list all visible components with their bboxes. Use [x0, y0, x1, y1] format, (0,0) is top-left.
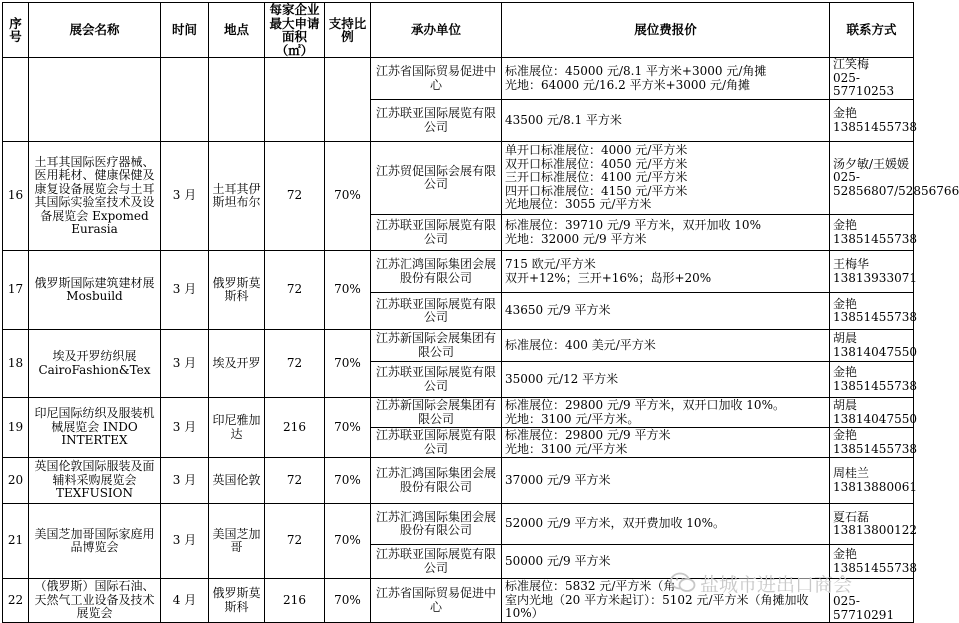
- cell-contact: 王梅华 13813933071: [830, 251, 914, 293]
- cell-place: 俄罗斯莫斯科: [209, 579, 265, 623]
- cell-organizer: 江苏联亚国际展览有限公司: [371, 362, 502, 398]
- cell-no: 20: [3, 458, 29, 504]
- cell-ratio: 70%: [325, 504, 371, 579]
- cell-fee: 标准展位：29800 元/9 平方米，双开口加收 10%。 光地：3100 元/平方米。: [502, 398, 830, 428]
- cell-contact: 金艳 13851455738: [830, 293, 914, 330]
- cell-contact: 周桂兰 13813880061: [830, 458, 914, 504]
- header-row: [3, 3, 914, 58]
- cell-contact: 江笑梅 025-57710253: [830, 58, 914, 100]
- cell-time: 3 月: [161, 251, 209, 330]
- cell-organizer: 江苏联亚国际展览有限公司: [371, 215, 502, 251]
- cell-fee: 标准展位：400 美元/平方米: [502, 330, 830, 362]
- cell-contact: 金艳 13851455738: [830, 362, 914, 398]
- cell-place: [209, 58, 265, 142]
- cell-area: 72: [265, 251, 325, 330]
- cell-no: 21: [3, 504, 29, 579]
- cell-ratio: 70%: [325, 579, 371, 623]
- table-row: [3, 458, 914, 504]
- cell-area: 72: [265, 504, 325, 579]
- cell-organizer: 江苏联亚国际展览有限公司: [371, 100, 502, 142]
- cell-organizer: 江苏汇鸿国际集团会展股份有限公司: [371, 458, 502, 504]
- cell-time: 3 月: [161, 330, 209, 398]
- cell-fee: 标准展位：5832 元/平方米（角 室内光地（20 平方米起订）：5102 元/平方米（角摊加收 10%）: [502, 579, 830, 623]
- header-time: 时间: [161, 3, 209, 58]
- cell-contact: 金艳 13851455738: [830, 100, 914, 142]
- cell-place: 俄罗斯莫斯科: [209, 251, 265, 330]
- header-organizer: 承办单位: [371, 3, 502, 58]
- cell-ratio: 70%: [325, 398, 371, 458]
- exhibition-fee-table: [2, 2, 959, 623]
- cell-organizer: 江苏贸促国际会展有限公司: [371, 142, 502, 215]
- cell-fee: 43500 元/8.1 平方米: [502, 100, 830, 142]
- header-fee: 展位费报价: [502, 3, 830, 58]
- cell-fee: 715 欧元/平方米 双开+12%；三开+16%；岛形+20%: [502, 251, 830, 293]
- cell-ratio: 70%: [325, 142, 371, 251]
- cell-organizer: 江苏省国际贸易促进中心: [371, 579, 502, 623]
- cell-contact: 金艳 13851455738: [830, 215, 914, 251]
- cell-no: 19: [3, 398, 29, 458]
- cell-name: 埃及开罗纺织展 CairoFashion&Tex: [29, 330, 161, 398]
- cell-name: 美国芝加哥国际家庭用品博览会: [29, 504, 161, 579]
- cell-organizer: 江苏新国际会展集团有限公司: [371, 398, 502, 428]
- cell-place: 美国芝加哥: [209, 504, 265, 579]
- cell-area: 72: [265, 142, 325, 251]
- cell-area: 72: [265, 458, 325, 504]
- cell-no: 16: [3, 142, 29, 251]
- cell-name: 英国伦敦国际服装及面辅料采购展览会 TEXFUSION: [29, 458, 161, 504]
- cell-fee: 43650 元/9 平方米: [502, 293, 830, 330]
- cell-name: 印尼国际纺织及服装机械展览会 INDO INTERTEX: [29, 398, 161, 458]
- cell-area: 72: [265, 330, 325, 398]
- cell-organizer: 江苏联亚国际展览有限公司: [371, 428, 502, 458]
- cell-fee: 52000 元/9 平方米，双开费加收 10%。: [502, 504, 830, 545]
- cell-time: 3 月: [161, 458, 209, 504]
- cell-time: 3 月: [161, 142, 209, 251]
- cell-fee: 50000 元/9 平方米: [502, 545, 830, 579]
- cell-organizer: 江苏汇鸿国际集团会展股份有限公司: [371, 504, 502, 545]
- header-contact: 联系方式: [830, 3, 914, 58]
- cell-organizer: 江苏汇鸿国际集团会展股份有限公司: [371, 251, 502, 293]
- cell-ratio: 70%: [325, 330, 371, 398]
- header-area: 每家企业最大申请面积（㎡）: [265, 3, 325, 58]
- cell-contact: 汤夕敏/王媛媛 025-52856807/52856766: [830, 142, 914, 215]
- cell-contact: 胡晨 13814047550: [830, 398, 914, 428]
- cell-place: 土耳其伊斯坦布尔: [209, 142, 265, 251]
- cell-ratio: [325, 58, 371, 142]
- cell-contact: 025-57710291: [830, 579, 914, 623]
- cell-area: [265, 58, 325, 142]
- cell-fee: 37000 元/9 平方米: [502, 458, 830, 504]
- cell-contact: 胡晨 13814047550: [830, 330, 914, 362]
- cell-time: 3 月: [161, 504, 209, 579]
- cell-organizer: 江苏联亚国际展览有限公司: [371, 293, 502, 330]
- cell-name: 土耳其国际医疗器械、医用耗材、健康保健及康复设备展览会与土耳其国际实验室技术及设备展览会 Expomed Eurasia: [29, 142, 161, 251]
- cell-no: 18: [3, 330, 29, 398]
- cell-place: 埃及开罗: [209, 330, 265, 398]
- cell-name: 俄罗斯国际建筑建材展 Mosbuild: [29, 251, 161, 330]
- cell-name: （俄罗斯）国际石油、天然气工业设备及技术展览会: [29, 579, 161, 623]
- table-row: [3, 330, 914, 362]
- cell-ratio: 70%: [325, 458, 371, 504]
- table-row: [3, 398, 914, 428]
- cell-no: [3, 58, 29, 142]
- cell-place: 英国伦敦: [209, 458, 265, 504]
- cell-ratio: 70%: [325, 251, 371, 330]
- header-no: 序号: [3, 3, 29, 58]
- cell-organizer: 江苏省国际贸易促进中心: [371, 58, 502, 100]
- cell-organizer: 江苏新国际会展集团有限公司: [371, 330, 502, 362]
- cell-area: 216: [265, 579, 325, 623]
- cell-contact: 夏石磊 13813800122: [830, 504, 914, 545]
- cell-fee: 单开口标准展位：4000 元/平方米 双开口标准展位：4050 元/平方米 三开口标准展位：4100 元/平方米 四开口标准展位：4150 元/平方米 光地展位：3055 元/平方米: [502, 142, 830, 215]
- cell-fee: 标准展位：45000 元/8.1 平方米+3000 元/角摊 光地：64000 元/16.2 平方米+3000 元/角摊: [502, 58, 830, 100]
- cell-time: 4 月: [161, 579, 209, 623]
- cell-fee: 标准展位：29800 元/9 平方米 光地：3100 元/平方米: [502, 428, 830, 458]
- table-row: [3, 58, 914, 100]
- cell-fee: 35000 元/12 平方米: [502, 362, 830, 398]
- cell-name: [29, 58, 161, 142]
- header-name: 展会名称: [29, 3, 161, 58]
- cell-fee: 标准展位：39710 元/9 平方米，双开加收 10% 光地：32000 元/9 平方米: [502, 215, 830, 251]
- header-place: 地点: [209, 3, 265, 58]
- cell-time: [161, 58, 209, 142]
- cell-place: 印尼雅加达: [209, 398, 265, 458]
- table-row: [3, 579, 914, 623]
- table-row: [3, 142, 914, 215]
- cell-contact: 金艳 13851455738: [830, 545, 914, 579]
- cell-area: 216: [265, 398, 325, 458]
- header-ratio: 支持比例: [325, 3, 371, 58]
- cell-no: 22: [3, 579, 29, 623]
- table-row: [3, 504, 914, 545]
- cell-time: 3 月: [161, 398, 209, 458]
- cell-contact: 金艳 13851455738: [830, 428, 914, 458]
- table-row: [3, 251, 914, 293]
- watermark-text: 盐城市进出口商会: [700, 573, 853, 596]
- cell-no: 17: [3, 251, 29, 330]
- cell-organizer: 江苏联亚国际展览有限公司: [371, 545, 502, 579]
